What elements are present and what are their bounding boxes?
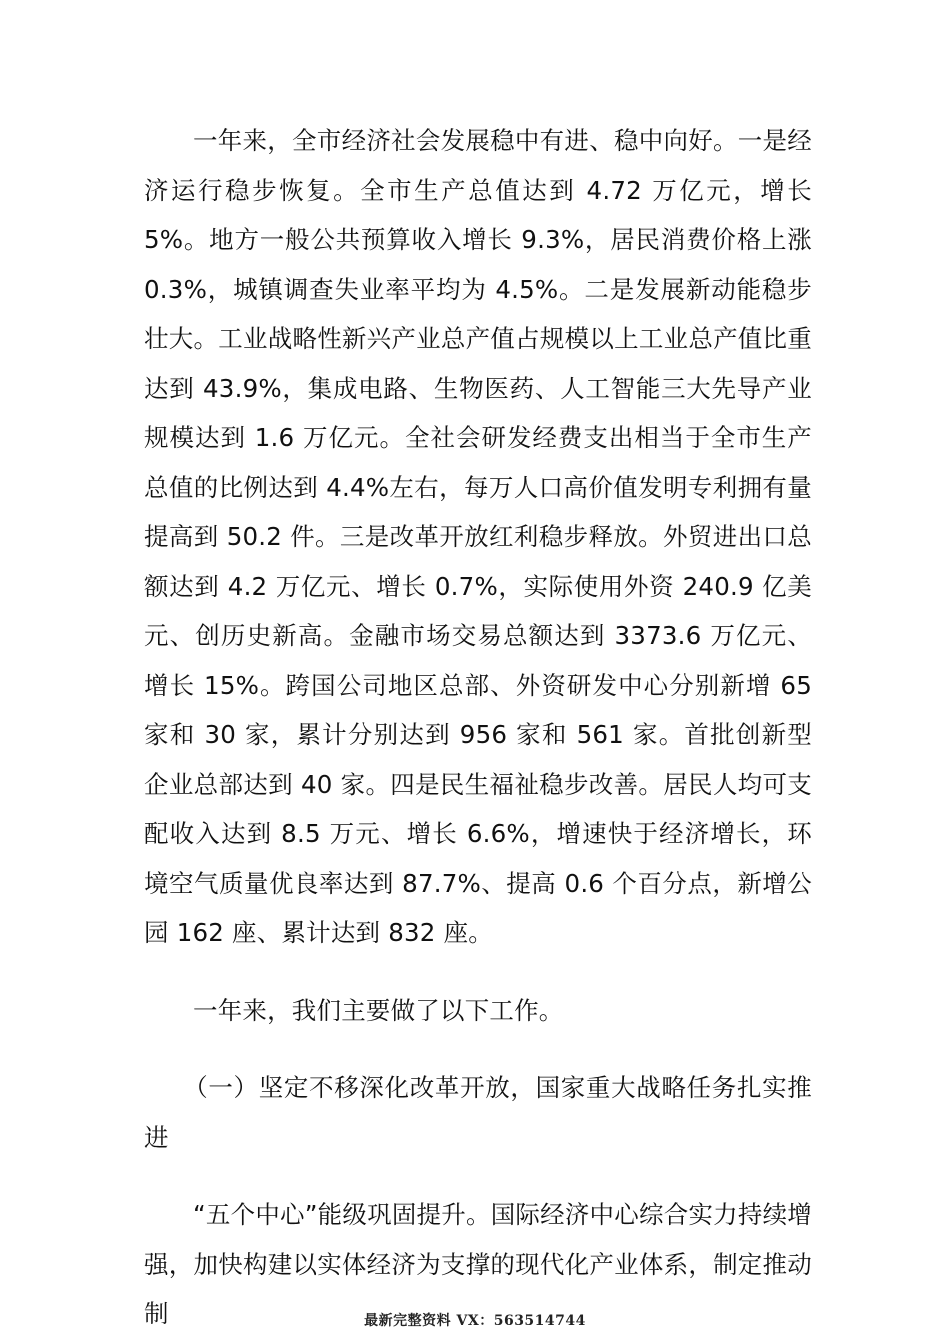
paragraph-summary: 一年来，全市经济社会发展稳中有进、稳中向好。一是经济运行稳步恢复。全市生产总值达到 4.72 万亿元，增长 5%。地方一般公共预算收入增长 9.3%，居民消费价格上涨 0.3%，城镇调查失业率平均为 4.5%。二是发展新动能稳步壮大。工业战略性新兴产业总产值占规模以上工业总产值比重达到 43.9%，集成电路、生物医药、人工智能三大先导产业规模达到 1.6 万亿元。全社会研发经费支出相当于全市生产总值的比例达到 4.4%左右，每万人口高价值发明专利拥有量提高到 50.2 件。三是改革开放红利稳步释放。外贸进出口总额达到 4.2 万亿元、增长 0.7%，实际使用外资 240.9 亿美元、创历史新高。金融市场交易总额达到 3373.6 万亿元、增长 15%。跨国公司地区总部、外资研发中心分别新增 65 家和 30 家，累计分别达到 956 家和 561 家。首批创新型企业总部达到 40 家。四是民生福祉稳步改善。居民人均可支配收入达到 8.5 万元、增长 6.6%，增速快于经济增长，环境空气质量优良率达到 87.7%、提高 0.6 个百分点，新增公园 162 座、累计达到 832 座。 (144, 126, 812, 947)
paragraph-five-centers: “五个中心”能级巩固提升。国际经济中心综合实力持续增强，加快构建以实体经济为支撑的现代化产业体系，制定推动制 (144, 1200, 812, 1328)
section-heading-1: （一）坚定不移深化改革开放，国家重大战略任务扎实推进 (144, 1073, 812, 1152)
paragraph-work-intro: 一年来，我们主要做了以下工作。 (193, 995, 564, 1025)
footer-watermark-text: 最新完整资料 VX：563514744 (364, 1313, 586, 1329)
document-body (144, 116, 812, 1339)
